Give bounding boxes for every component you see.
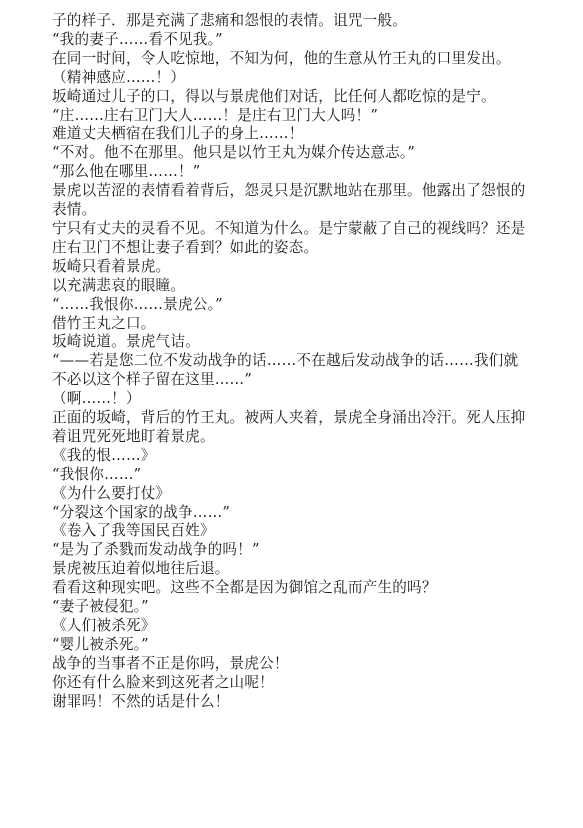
text-line: “婴儿被杀死。” [52,635,149,653]
text-line: （啊……！） [52,390,141,408]
text-line: “我恨你……” [52,465,142,483]
text-line: 谢罪吗！不然的话是什么！ [52,692,230,710]
text-line: 《我的恨……》 [52,446,156,464]
text-line: 子的样子．那是充满了悲痛和怨恨的表情。诅咒一般。 [52,12,408,29]
text-line: 难道丈夫栖宿在我们儿子的身上……！ [52,125,304,143]
text-line: 《卷入了我等国民百姓》 [52,522,215,540]
text-line: “妻子被侵犯。” [52,598,149,616]
text-line: “庄……庄右卫门大人……！是庄右卫门大人吗！” [52,106,378,124]
text-line: 正面的坂崎，背后的竹王丸。被两人夹着，景虎全身涌出冷汗。死人压抑着诅咒死死地盯着景虎。 [52,409,526,445]
text-line: （精神感应……！） [52,68,186,86]
text-line: “不对。他不在那里。他只是以竹王丸为媒介传达意志。” [52,144,416,162]
text-line: “——若是您二位不发动战争的话……不在越后发动战争的话……我们就不必以这个样子留在这里……” [52,352,519,389]
text-line: “我的妻子……看不见我。” [52,30,223,48]
text-line: 在同一时间，令人吃惊地，不知为何，他的生意从竹王丸的口里发出。 [52,49,511,67]
text-line: 坂崎只看着景虎。 [52,257,171,275]
text-line: 以充满悲哀的眼瞳。 [52,276,186,294]
text-line: 《为什么要打仗》 [52,484,171,502]
text-line: 看看这种现实吧。这些不全都是因为御馆之乱而产生的吗？ [52,579,437,597]
text-line: 景虎以苦涩的表情看着背后，怨灵只是沉默地站在那里。他露出了怨恨的表情。 [52,182,526,219]
text-line: 借竹王丸之口。 [52,314,156,332]
text-line: 坂崎通过儿子的口，得以与景虎他们对话，比任何人都吃惊的是宁。 [52,87,496,105]
body-text [52,12,532,712]
text-line: 宁只有丈夫的灵看不见。不知道为什么。是宁蒙蔽了自己的视线吗？还是庄右卫门不想让妻子看到？如此的姿态。 [52,219,526,256]
text-line: 《人们被杀死》 [52,617,156,634]
text-line: “……我恨你……景虎公。” [52,295,223,313]
text-line: “那么他在哪里……！” [52,163,201,181]
text-line: 战争的当事者不正是你吗，景虎公！ [52,654,289,672]
text-line: “是为了杀戮而发动战争的吗！” [52,541,260,559]
text-line: “分裂这个国家的战争……” [52,503,231,521]
text-line: 景虎被压迫着似地往后退。 [52,560,230,578]
text-line: 坂崎说道。景虎气诘。 [52,333,200,351]
text-line: 你还有什么脸来到这死者之山呢！ [52,673,274,691]
